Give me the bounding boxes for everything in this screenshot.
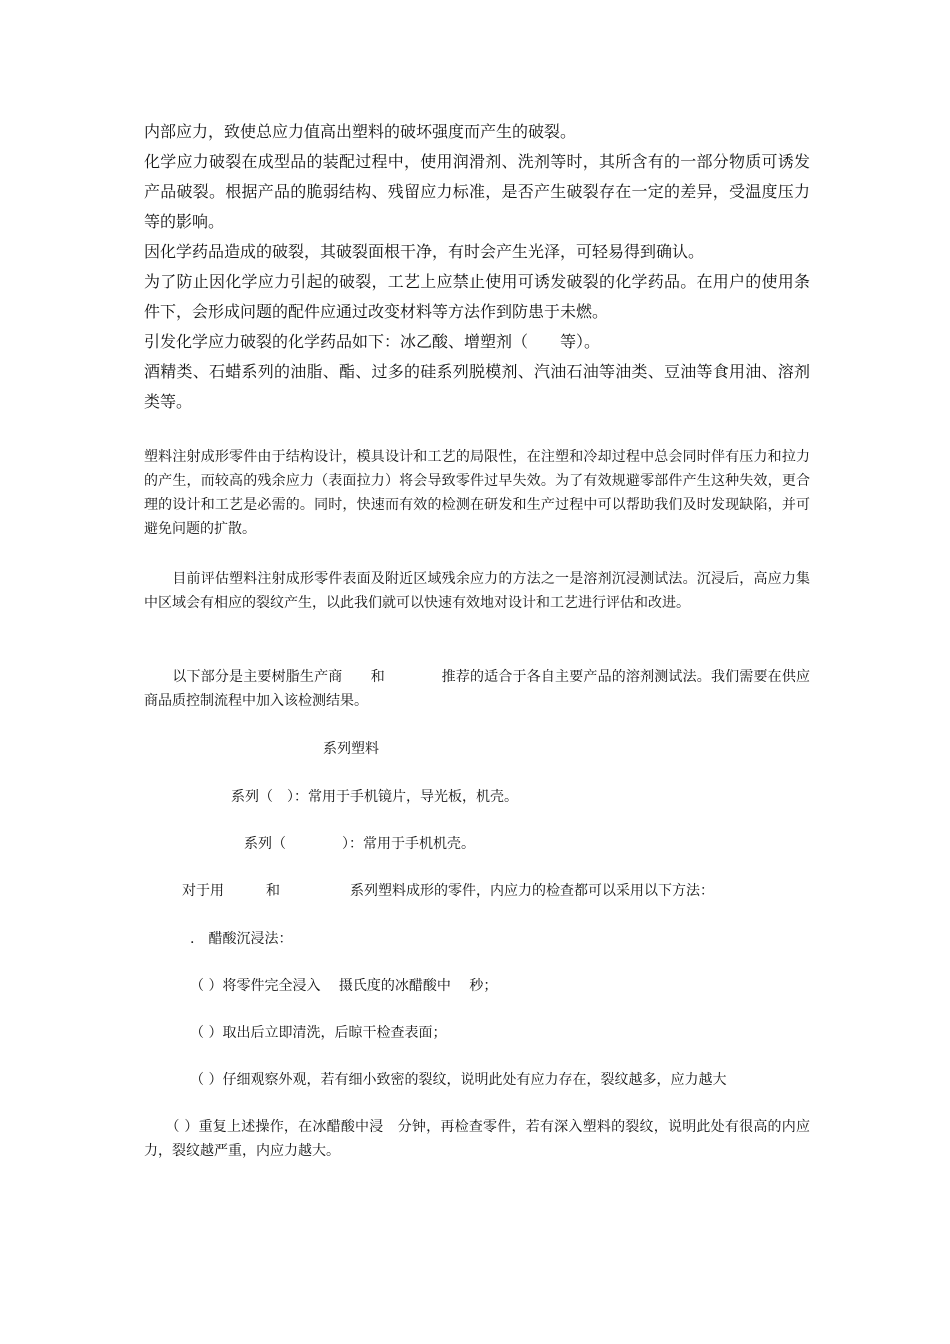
applicable-parts: 对于用 和 系列塑料成形的零件，内应力的检查都可以采用以下方法： [182, 883, 714, 899]
paragraph-crack-surface: 因化学药品造成的破裂，其破裂面根干净，有时会产生光泽，可轻易得到确认。 [144, 242, 705, 261]
series-b-usage: 系列（ ）：常用于手机机壳。 [244, 836, 475, 852]
step-4: （ ）重复上述操作，在冰醋酸中浸 分钟，再检查零件，若有深入塑料的裂纹，说明此处有很高的内应力，裂纹越严重，内应力越大。 [144, 1119, 810, 1159]
step-3: （ ）仔细观察外观，若有细小致密的裂纹，说明此处有应力存在，裂纹越多，应力越大 [190, 1072, 727, 1088]
paragraph-injection-intro: 塑料注射成形零件由于结构设计，模具设计和工艺的局限性，在注塑和冷却过程中总会同时伴有压力和拉力的产生，而较高的残余应力（表面拉力）将会导致零件过早失效。为了有效规避零部件产生这种失效，更合理的设计和工艺是必需的。同时，快速而有效的检测在研发和生产过程中可以帮助我们及时发现缺陷，并可避免问题的扩散。 [144, 449, 810, 537]
paragraph-resin-suppliers: 以下部分是主要树脂生产商 和 推荐的适合于各自主要产品的溶剂测试法。我们需要在供应商品质控制流程中加入该检测结果。 [144, 669, 810, 709]
paragraph-chemicals-detail: 酒精类、石蜡系列的油脂、酯、过多的硅系列脱模剂、汽油石油等油类、豆油等食用油、溶剂类等。 [144, 362, 810, 411]
step-2: （ ）取出后立即清洗，后晾干检查表面； [190, 1025, 447, 1041]
series-a-usage: 系列（ ）：常用于手机镜片，导光板，机壳。 [231, 789, 518, 805]
paragraph-prevention: 为了防止因化学应力引起的破裂，工艺上应禁止使用可诱发破裂的化学药品。在用户的使用条件下，会形成问题的配件应通过改变材料等方法作到防患于未燃。 [144, 272, 810, 321]
chemical-stress-section [144, 117, 810, 417]
acetic-acid-method-title: . 醋酸沉浸法： [190, 931, 293, 947]
step-1: （ ）将零件完全浸入 摄氏度的冰醋酸中 秒； [190, 978, 498, 994]
paragraph-chemicals-list: 引发化学应力破裂的化学药品如下：冰乙酸、增塑剂（ 等）。 [144, 332, 601, 351]
paragraph-immersion-method: 目前评估塑料注射成形零件表面及附近区域残余应力的方法之一是溶剂沉浸测试法。沉浸后，高应力集中区域会有相应的裂纹产生，以此我们就可以快速有效地对设计和工艺进行评估和改进。 [144, 571, 810, 611]
paragraph-chemical-cracking: 化学应力破裂在成型品的装配过程中，使用润滑剂、洗剂等时，其所含有的一部分物质可诱发产品破裂。根据产品的脆弱结构、残留应力标准，是否产生破裂存在一定的差异，受温度压力等的影响。 [144, 152, 810, 231]
paragraph-internal-stress: 内部应力，致使总应力值高出塑料的破坏强度而产生的破裂。 [144, 122, 577, 141]
series-title: 系列塑料 [323, 741, 379, 757]
